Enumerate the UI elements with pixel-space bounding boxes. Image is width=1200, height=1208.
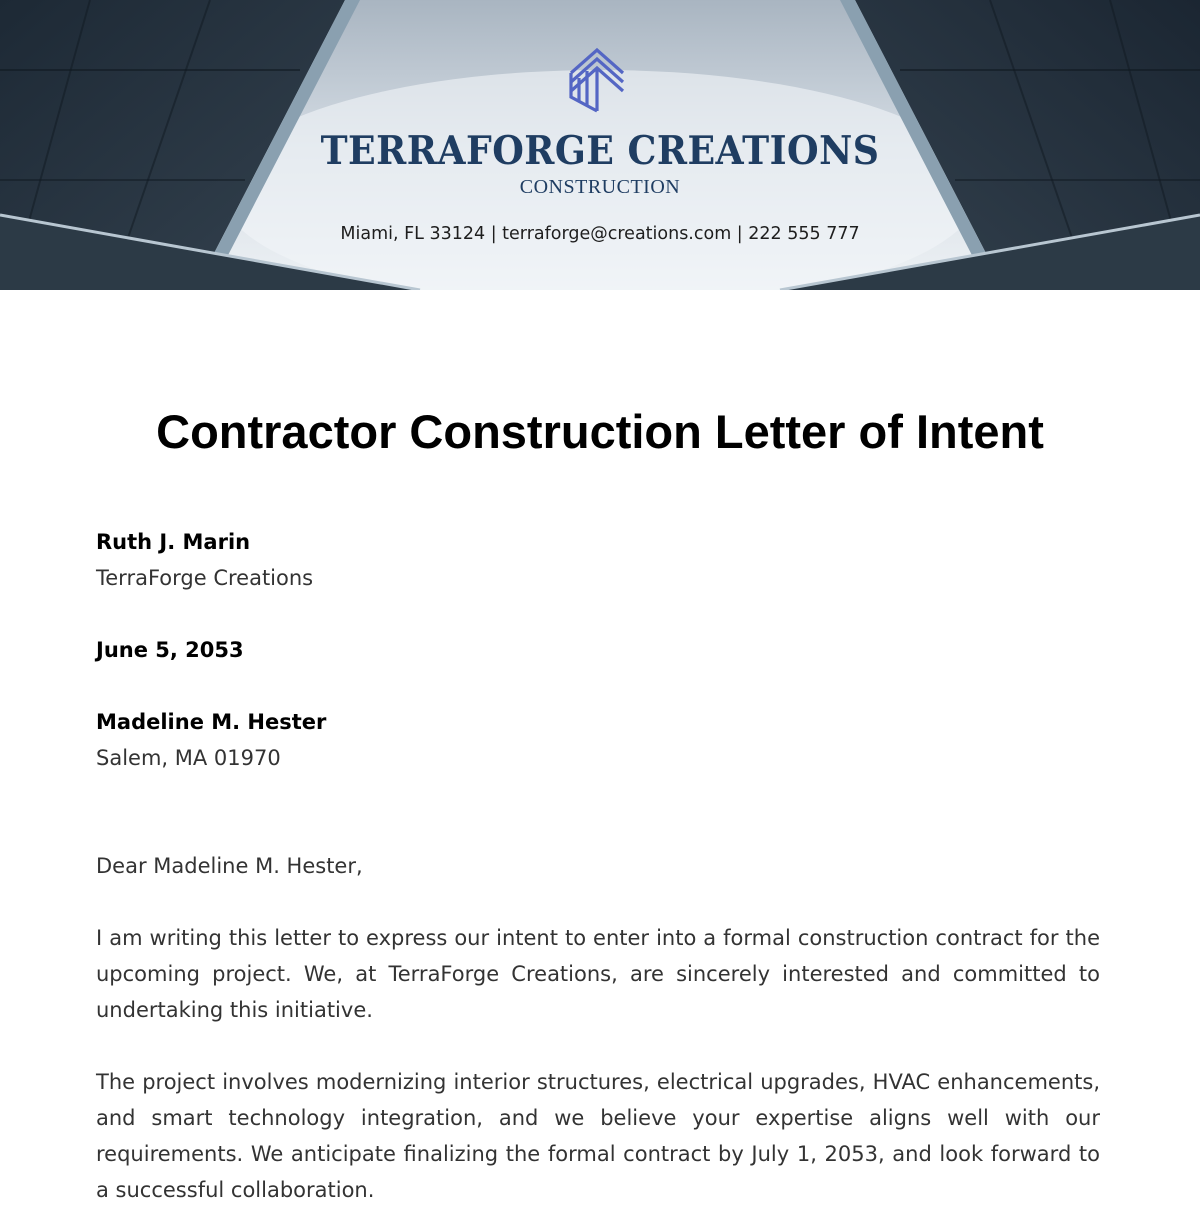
document-title: Contractor Construction Letter of Intent bbox=[156, 405, 1044, 458]
sender-company: TerraForge Creations bbox=[96, 566, 314, 590]
body-paragraph: I am writing this letter to express our intent to enter into a formal construction contract for the upcoming project. We, at TerraForge Creations, are sincerely interested and committed to undertaking this initiative. bbox=[96, 926, 1100, 1022]
sender-name: Ruth J. Marin bbox=[96, 530, 251, 554]
body-paragraph: The project involves modernizing interior structures, electrical upgrades, HVAC enhancements, and smart technology integration, and we believe your expertise aligns well with our requirements. We anticipate finalizing the formal contract by July 1, 2053, and look forward to a successful collaboration. bbox=[96, 1070, 1100, 1202]
letter-date: June 5, 2053 bbox=[96, 638, 244, 662]
chevron-stack-icon bbox=[569, 47, 625, 113]
salutation: Dear Madeline M. Hester, bbox=[96, 854, 363, 878]
company-division: CONSTRUCTION bbox=[519, 176, 681, 198]
recipient-location: Salem, MA 01970 bbox=[96, 746, 281, 770]
letterhead-banner bbox=[0, 0, 1200, 290]
recipient-name: Madeline M. Hester bbox=[96, 710, 327, 734]
company-contact-info: Miami, FL 33124 | terraforge@creations.com | 222 555 777 bbox=[340, 224, 860, 244]
company-name: TERRAFORGE CREATIONS bbox=[320, 128, 880, 174]
